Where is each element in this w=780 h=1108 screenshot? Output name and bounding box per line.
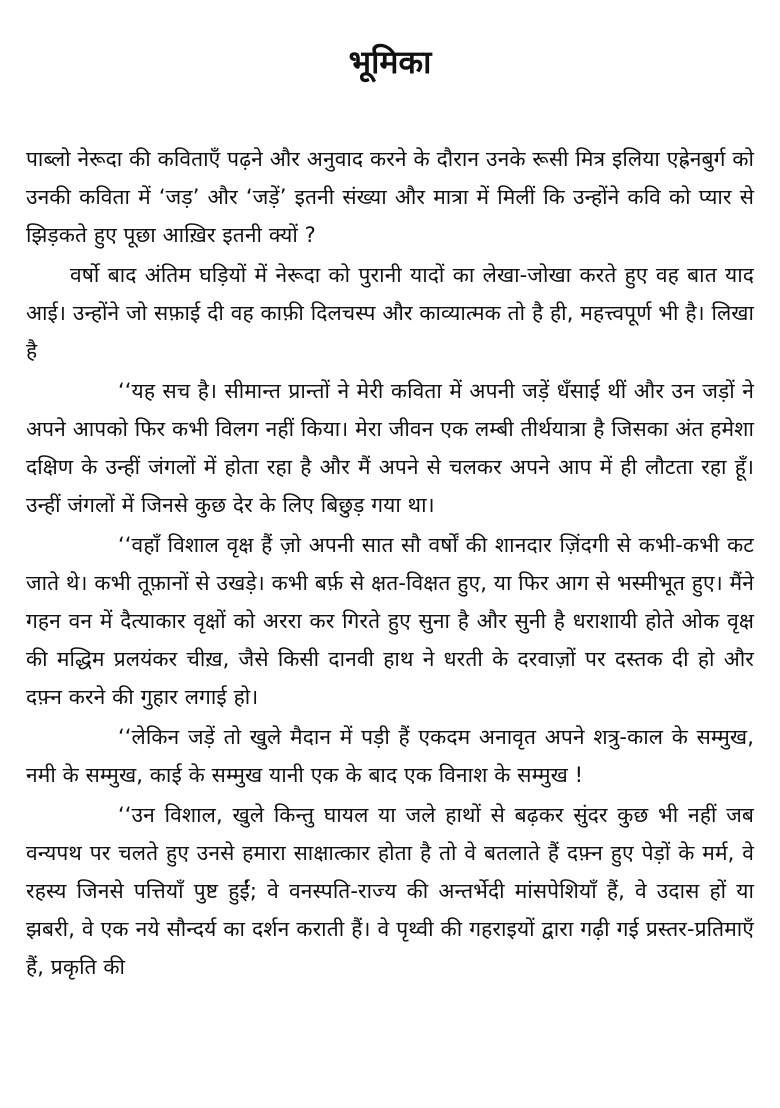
quote-paragraph-roots: ‘‘यह सच है। सीमान्त प्रान्तों ने मेरी कविता में अपनी जड़ें धँसाई थीं और उन जड़ों ने अपने आपको फिर कभी विलग नहीं किया। मेरा जीवन एक लम्बी तीर्थयात्रा है जिसका अंत हमेशा दक्षिण के उन्हीं जंगलों में होता रहा है और मैं अपने से चलकर अपने आप में ही लौटता रहा हूँ। उन्हीं जंगलों में जिनसे कुछ देर के लिए बिछुड़ गया था।: [26, 379, 754, 517]
quote-paragraph-hands: ‘‘उन विशाल, खुले किन्तु घायल या जले हाथों से बढ़कर सुंदर कुछ भी नहीं जब वन्यपथ पर चलते हुए उनसे हमारा साक्षात्कार होता है तो वे बतलाते हैं दफ़्न हुए पेड़ों के मर्म, वे रहस्य जिनसे पत्तियाँ पुष्ट हुईं; वे वनस्पति-राज्य की अन्तर्भेदी मांसपेशियाँ हैं, वे उदास हों या झबरी, वे एक नये सौन्दर्य का दर्शन कराती हैं। वे पृथ्वी की गहराइयों द्वारा गढ़ी गई प्रस्तर-प्रतिमाएँ हैं, प्रकृति की: [26, 803, 754, 979]
quote-paragraph-open-field: ‘‘लेकिन जड़ें तो खुले मैदान में पड़ी हैं एकदम अनावृत अपने शत्रु-काल के सम्मुख, नमी के सम्मुख, काई के सम्मुख यानी एक के बाद एक विनाश के सम्मुख !: [26, 725, 754, 787]
page-title: भूमिका: [348, 43, 432, 81]
quote-paragraph-trees: ‘‘वहाँ विशाल वृक्ष हैं ज़ो अपनी सात सौ वर्षों की शानदार ज़िंदगी से कभी-कभी कट जाते थे। कभी तूफ़ानों से उखड़े। कभी बर्फ़ से क्षत-विक्षत हुए, या फिर आग से भस्मीभूत हुए। मैंने गहन वन में दैत्याकार वृक्षों को अररा कर गिरते हुए सुना है और सुनी है धराशायी होते ओक वृक्ष की मद्धिम प्रलयंकर चीख़, जैसे किसी दानवी हाथ ने धरती के दरवाज़ों पर दस्तक दी हो और दफ़्न करने की गुहार लगाई हो।: [26, 533, 754, 709]
paragraph-intro: पाब्लो नेरूदा की कविताएँ पढ़ने और अनुवाद करने के दौरान उनके रूसी मित्र इलिया एह्रेनबुर्ग को उनकी कविता में ‘जड़’ और ‘जड़ें’ इतनी संख्या और मात्रा में मिलीं कि उन्होंने कवि को प्यार से झिड़कते हुए पूछा आख़िर इतनी क्यों ?: [26, 147, 754, 247]
paragraph-later-years: वर्षो बाद अंतिम घड़ियों में नेरूदा को पुरानी यादों का लेखा-जोखा करते हुए वह बात याद आई। उन्होंने जो सफ़ाई दी वह काफ़ी दिलचस्प और काव्यात्मक तो है ही, महत्त्वपूर्ण भी है। लिखा है: [26, 263, 754, 363]
